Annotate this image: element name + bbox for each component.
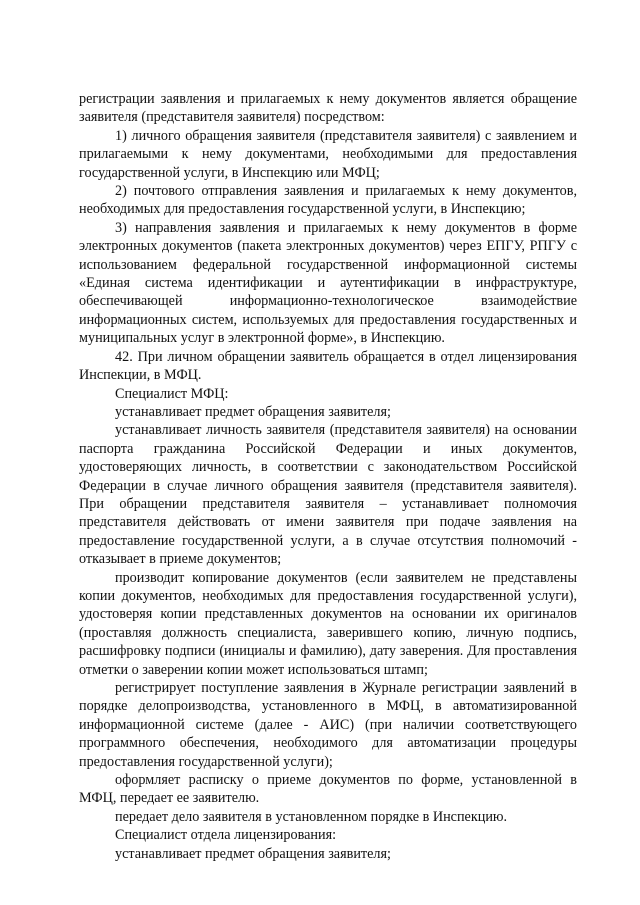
paragraph-registration-grounds: регистрации заявления и прилагаемых к нему документов является обращение заявителя (представителя заявителя) посредством: <box>79 91 577 126</box>
paragraph-licensing-specialist-heading: Специалист отдела лицензирования: <box>115 827 337 844</box>
paragraph-item-1-personal: 1) личного обращения заявителя (представителя заявителя) с заявлением и прилагаемыми к нему документами, необходимыми для предоставления государственной услуги, в Инспекцию или МФЦ; <box>79 127 577 181</box>
paragraph-item-3-electronic: 3) направления заявления и прилагаемых к нему документов в форме электронных документов (пакета электронных документов) через ЕПГУ, РПГУ с использованием федеральной государственной информационной системы «Единая система идентификации и аутентификации в инфраструктуре, обеспечивающей информационно-технологическое взаимодействие информационных систем, используемых для предоставления государственных и муниципальных услуг в электронной форме», в Инспекцию. <box>79 219 577 347</box>
paragraph-mfc-transfer: передает дело заявителя в установленном порядке в Инспекцию. <box>115 808 508 825</box>
paragraph-mfc-copying: производит копирование документов (если заявителем не представлены копии документов, необходимых для предоставления государственной услуги), удостоверяя копии представленных документов на основании их оригиналов (проставляя должность специалиста, заверившего копию, личную подпись, расшифровку подписи (инициалы и фамилию), дату заверения. Для проставления отметки о заверении копии может использоваться штамп; <box>79 569 577 678</box>
paragraph-mfc-specialist-heading: Специалист МФЦ: <box>115 385 229 402</box>
document-page <box>79 90 577 863</box>
paragraph-licensing-subject: устанавливает предмет обращения заявителя; <box>115 845 391 862</box>
paragraph-clause-42: 42. При личном обращении заявитель обращается в отдел лицензирования Инспекции, в МФЦ. <box>79 348 577 384</box>
paragraph-item-2-postal: 2) почтового отправления заявления и прилагаемых к нему документов, необходимых для предоставления государственной услуги, в Инспекцию; <box>79 183 577 218</box>
paragraph-mfc-registration: регистрирует поступление заявления в Журнале регистрации заявлений в порядке делопроизводства, установленного в МФЦ, в автоматизированной информационной системе (далее - АИС) (при наличии соответствующего программного обеспечения, необходимого для автоматизации процедуры предоставления государственной услуги); <box>79 680 577 770</box>
paragraph-mfc-subject: устанавливает предмет обращения заявителя; <box>115 403 391 420</box>
paragraph-mfc-identity: устанавливает личность заявителя (представителя заявителя) на основании паспорта гражданина Российской Федерации и иных документов, удостоверяющих личность, в соответствии с законодательством Российской Федерации в случае личного обращения заявителя (представителя заявителя). При обращении представителя заявителя – устанавливает полномочия представителя действовать от имени заявителя при подаче заявления на предоставление государственной услуги, а в случае отсутствия полномочий - отказывает в приеме документов; <box>79 422 577 568</box>
paragraph-mfc-receipt: оформляет расписку о приеме документов по форме, установленной в МФЦ, передает ее заявителю. <box>79 772 577 807</box>
